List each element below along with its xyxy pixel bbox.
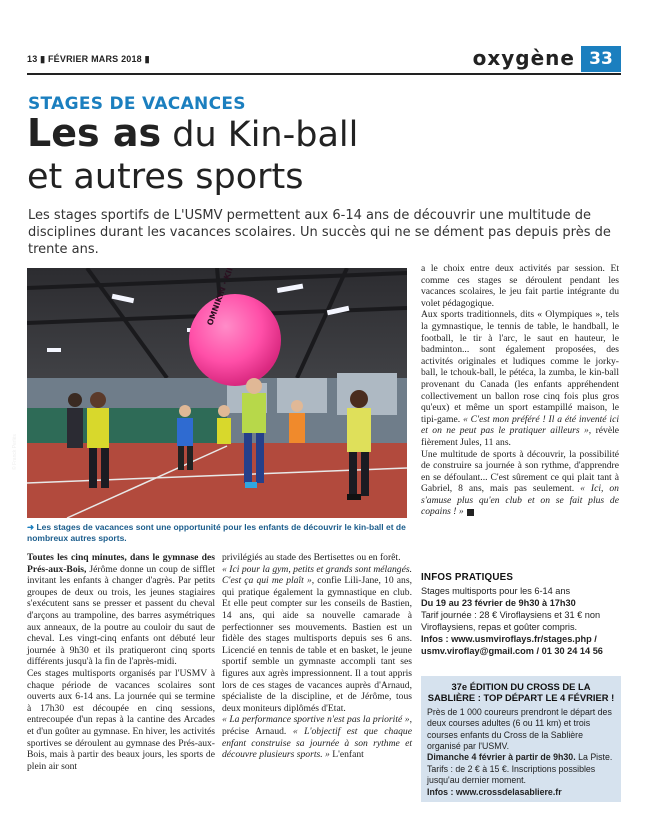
infos-contact-link[interactable]: www.usmviroflays.fr/stages.php / usmv.viroflay@gmail.com / 01 30 24 14 56 (421, 634, 603, 656)
title-line-2: et autres sports (27, 157, 304, 197)
photo-credit: © Franck Perlès (12, 434, 18, 470)
article-title (27, 112, 627, 198)
text-column-1 (27, 552, 215, 772)
paragraph: Aux sports traditionnels, dits « Olympiques », tels la gymnastique, le tennis de table, le handball, le football, le tir à l'arc, le saut en hauteur, le badminton... sont également proposées, des activités originales et ludiques comme le jorky-ball, le tchouk-ball, le pétéca, la zumba, le kin-ball provenant du Canada (les enfants appréhendent collectivement un ballon rose cinq fois plus gros qu'eux) et même un sport estampillé maison, le tipi-game. « C'est mon préféré ! Il a été inventé ici et on ne peut pas le pratiquer ailleurs », révèle fièrement Jules, 11 ans. (421, 309, 619, 448)
quote: « Ici pour la gym, petits et grands sont mélangés. C'est ça qui me plaît » (222, 563, 412, 587)
quote: « Ici, on s'amuse plus qu'en club et on se fait plus de copains ! » (421, 483, 619, 518)
text-column-2 (222, 552, 412, 761)
article-photo (27, 268, 407, 518)
cross-infos: Infos : www.crossdelasabliere.fr (427, 786, 562, 797)
quote: « C'est mon préféré ! Il a été inventé ici et on ne peut pas le pratiquer ailleurs » (421, 413, 619, 437)
quote: « L'objectif est que chaque enfant construise sa journée à son rythme et découvre plusieurs sports. » (222, 725, 412, 761)
magazine-name: oxygène (472, 46, 575, 70)
page-number: 33 (581, 46, 621, 72)
text-column-3 (421, 263, 619, 518)
paragraph: privilégiés au stade des Bertisettes ou en forêt. (222, 552, 401, 563)
paragraph: « La performance sportive n'est pas la priorité », précise Arnaud. « L'objectif est que chaque enfant construise sa journée à son rythme et découvre plusieurs sports. » L'enfant (222, 714, 412, 761)
page-header (27, 46, 621, 72)
photo-caption (27, 522, 412, 544)
paragraph: Toutes les cinq minutes, dans le gymnase des Prés-aux-Bois, Jérôme donne un coup de sifflet invitant les enfants à changer d'agrès. Par petits groupes de deux ou trois, les jeunes stagiaires s'exécutent sans se presser et passent du cheval d'arçons au trampoline, des barres asymétriques aux anneaux, de la poutre au couloir du saut de cheval. Les vingt-cinq enfants ont débuté leur journée à 9h30 et ils pratiqueront cinq sports différents jusqu'à la fin de l'après-midi. (27, 552, 215, 668)
header-rule (27, 73, 621, 75)
paragraph: « Ici pour la gym, petits et grands sont mélangés. C'est ça qui me plaît », confie Lili-Jane, 10 ans, qui pratique également la gymnastique en club. Et elle peut compter sur les conseils de Bastien, 14 ans, qui aide sa nouvelle camarade à perfectionner ses mouvements. Bastien est un fidèle des stages multisports depuis ses 6 ans. Licencié en tennis de table et en basket, le jeune sportif semble un gymnaste accompli tant ses figures aux agrès impressionnent. Il a tout appris lors de ces stages de vacances auprès d'Arnaud, spécialiste de la discipline, et de Jérôme, tous deux moniteurs diplômés d'Etat. (222, 563, 412, 714)
infos-tarif: Tarif journée : 28 € Viroflaysiens et 31 € non Viroflaysiens, repas et goûter compris. (421, 610, 601, 632)
title-rest: du Kin-ball (161, 115, 359, 155)
cross-infos-link[interactable]: www.crossdelasabliere.fr (455, 786, 562, 797)
caption-arrow-icon: ➜ (27, 522, 37, 532)
paragraph: Une multitude de sports à découvrir, la possibilité de construire sa journée à son rythme, d'apprendre en se défoulant... C'est sûrement ce qui plait tant à Gabriel, 8 ans, mais pas seulement. « Ici, on s'amuse plus qu'en club et on se fait plus de copains ! » (421, 448, 619, 518)
infos-heading: INFOS PRATIQUES (421, 572, 514, 583)
infos-dates: Du 19 au 23 février de 9h30 à 17h30 (421, 598, 576, 608)
caption-text: Les stages de vacances sont une opportunité pour les enfants de découvrir le kin-ball et de nombreux autres sports. (27, 522, 406, 543)
title-bold: Les as (27, 111, 162, 155)
end-mark-icon (467, 509, 474, 516)
lead-in: Toutes les cinq minutes, dans le gymnase des Prés-aux-Bois, (27, 552, 215, 575)
cross-body: Près de 1 000 coureurs prendront le départ des deux courses adultes (6 ou 11 km) et trois courses enfants du Cross de la Sablière organisé par l'USMV. (427, 706, 612, 752)
cross-heading: 37e ÉDITION DU CROSS DE LA SABLIÈRE : TOP DÉPART LE 4 FÉVRIER ! (427, 681, 615, 704)
infos-line: Stages multisports pour les 6-14 ans (421, 586, 571, 596)
quote: « La performance sportive n'est pas la priorité » (222, 714, 410, 726)
kin-ball-photo (27, 268, 407, 518)
article-kicker: STAGES DE VACANCES (28, 94, 246, 114)
infos-pratiques (421, 572, 619, 657)
folio: 13 ▮ FÉVRIER MARS 2018 ▮ (27, 54, 150, 64)
article-lede: Les stages sportifs de L'USMV permettent aux 6-14 ans de découvrir une multitude de disciplines durant les vacances scolaires. Un succès qui ne se dément pas depuis près de trente ans. (28, 208, 611, 257)
cross-date: Dimanche 4 février à partir de 9h30. La Piste. (427, 752, 613, 763)
infos-contact: Infos : www.usmviroflays.fr/stages.php / usmv.viroflay@gmail.com / 01 30 24 14 56 (421, 634, 603, 656)
paragraph: Ces stages multisports organisés par l'USMV à chaque période de vacances scolaires sont ouverts aux 6-14 ans. La journée qui se termine à 17h30 est découpée en cinq sessions, entrecoupée d'un repas à la cantine des Arcades et d'un goûter au gymnase. En hiver, les activités sportives se déroulent au gymnase des Prés-aux-Bois, mais à partir des beaux jours, les sports de plein air sont (27, 667, 215, 772)
paragraph: a le choix entre deux activités par session. Et comme ces stages se déroulent pendant les vacances scolaires, le jeu fait partie intégrante du volet pédagogique. (421, 263, 619, 309)
cross-box (421, 676, 621, 802)
cross-tarifs: Tarifs : de 2 € à 15 €. Inscriptions possibles jusqu'au dernier moment. (427, 763, 596, 786)
